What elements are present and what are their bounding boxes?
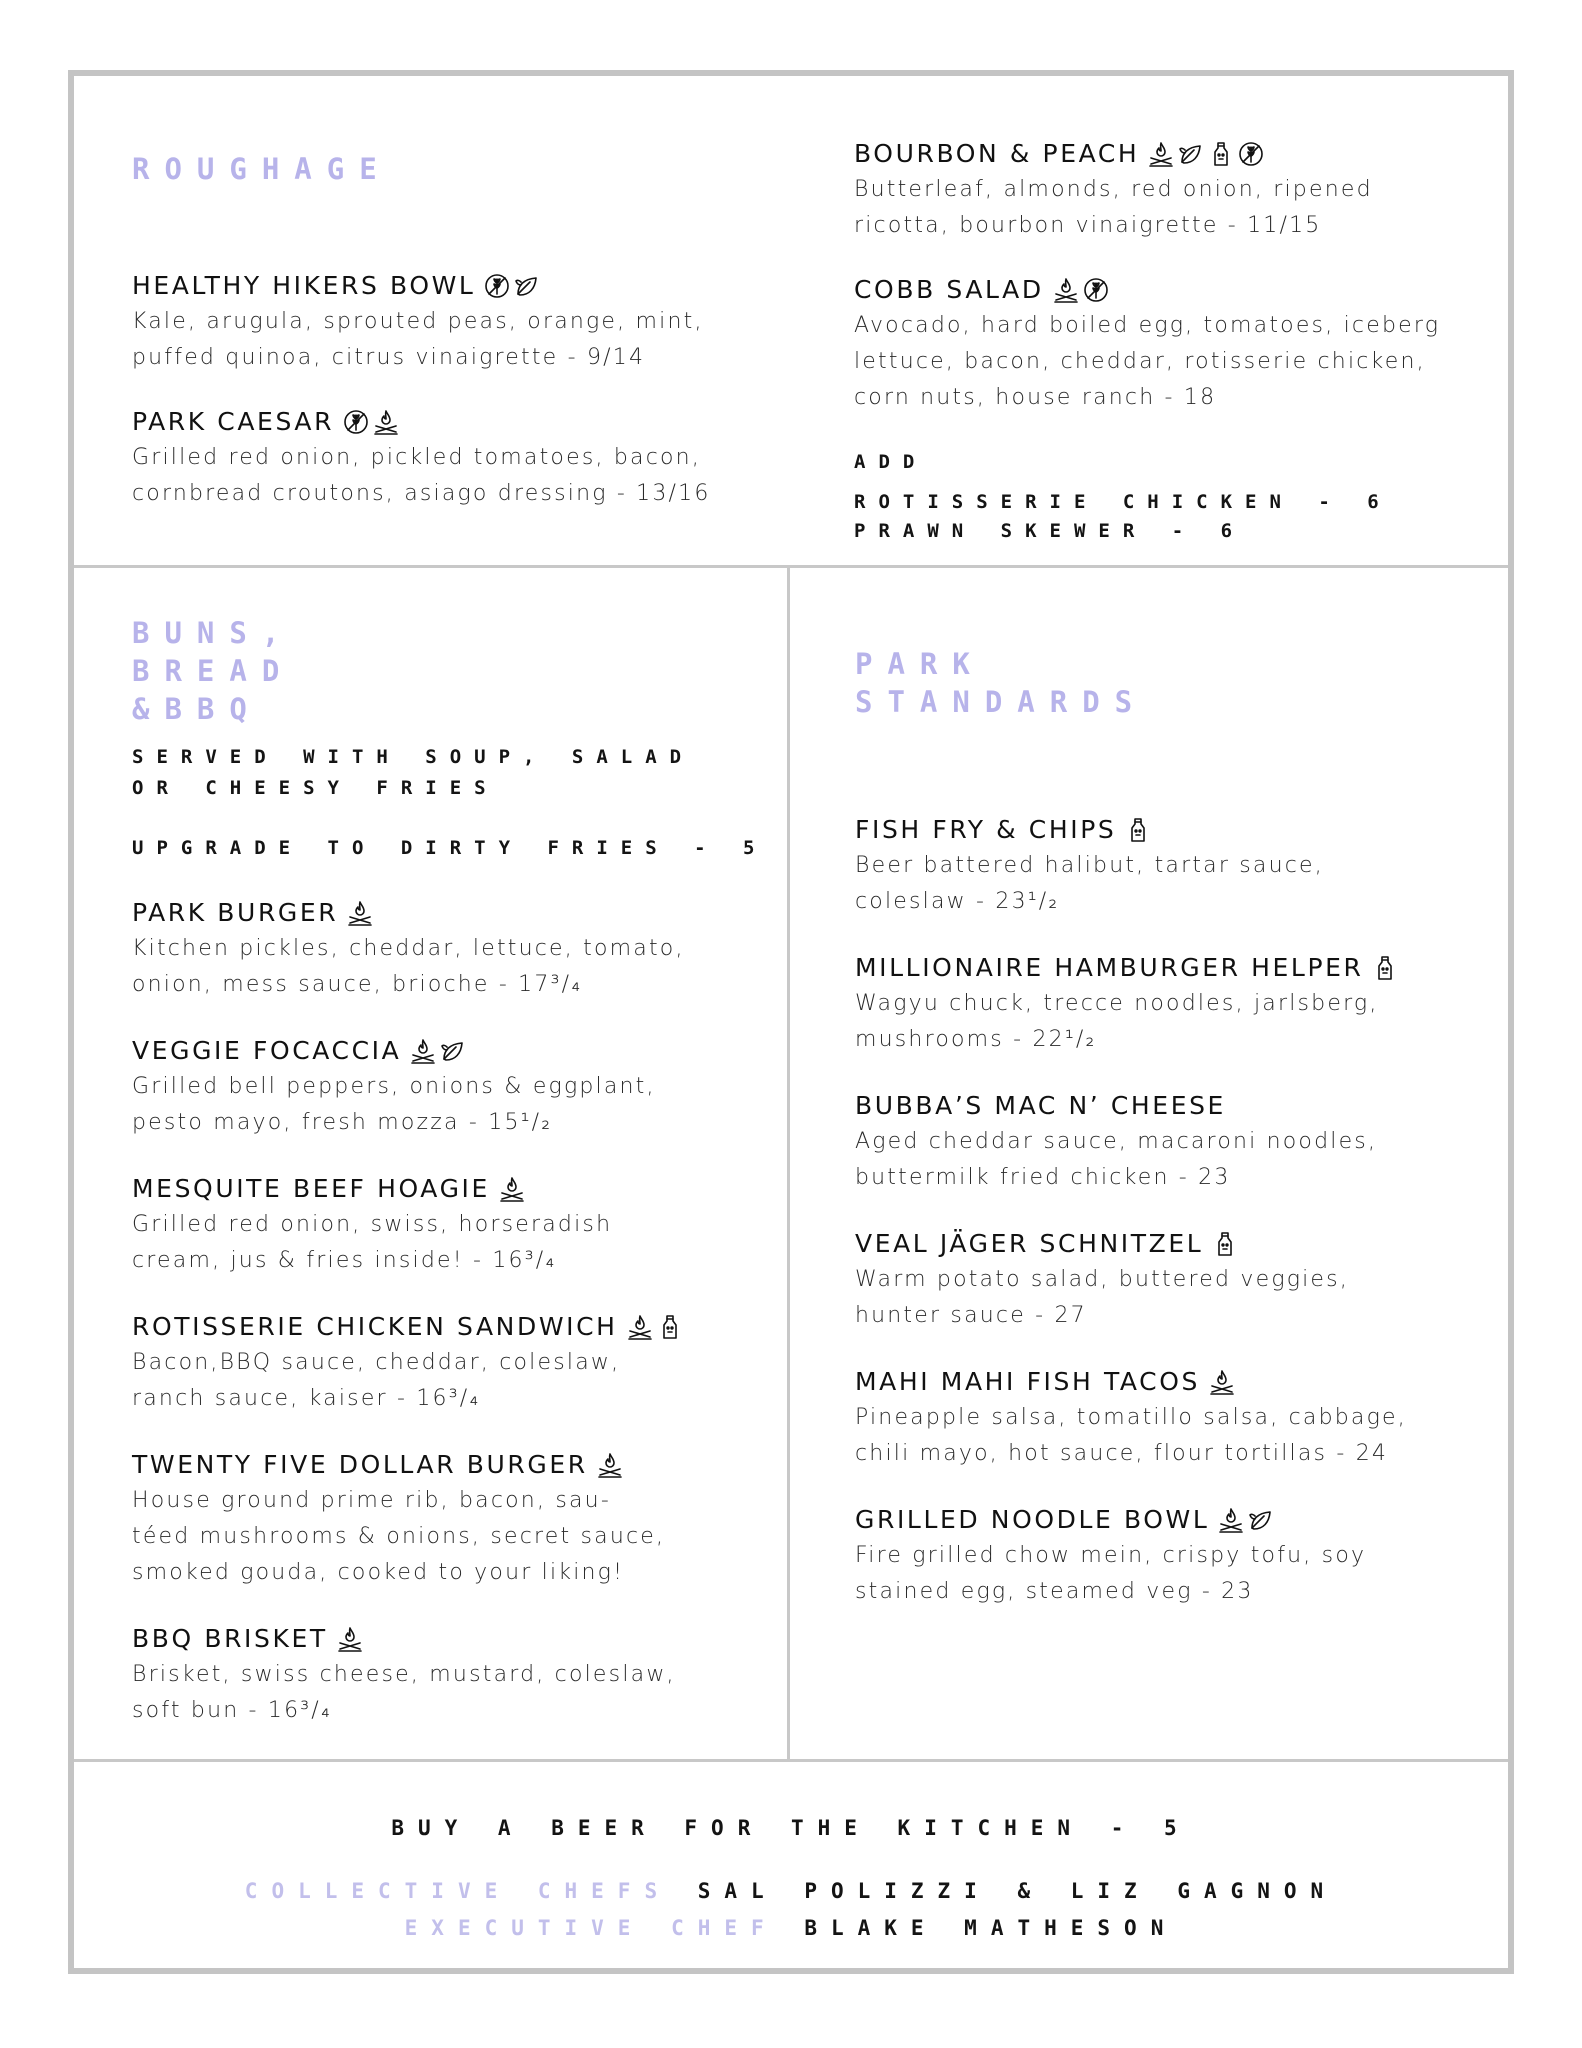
menu-item-title: VEAL JÄGER SCHNITZEL bbox=[855, 1229, 1204, 1258]
menu-item-title: BBQ BRISKET bbox=[132, 1624, 328, 1653]
menu-item-description: Grilled red onion, swiss, horseradish bbox=[132, 1212, 613, 1237]
vegetarian-icon bbox=[1247, 1506, 1275, 1534]
gluten-free-icon bbox=[483, 272, 511, 300]
menu-item-description: Grilled bell peppers, onions & eggplant, bbox=[132, 1074, 656, 1099]
menu-item bbox=[132, 268, 752, 376]
standards-items bbox=[855, 812, 1495, 1610]
menu-item-title: MILLIONAIRE HAMBURGER HELPER bbox=[855, 953, 1364, 982]
menu-item-description: soft bun - 16³/₄ bbox=[132, 1698, 332, 1723]
menu-item-icons bbox=[1147, 140, 1265, 168]
menu-item-description: smoked gouda, cooked to your liking! bbox=[132, 1560, 625, 1585]
menu-item bbox=[854, 272, 1474, 416]
menu-item-title: FISH FRY & CHIPS bbox=[855, 815, 1117, 844]
menu-item-description: chili mayo, hot sauce, flour tortillas - 24 bbox=[855, 1441, 1389, 1466]
menu-item-title: PARK BURGER bbox=[132, 898, 339, 927]
section-title-line: BREAD bbox=[132, 654, 295, 688]
menu-item-icons bbox=[483, 272, 541, 300]
section-title: ROUGHAGE bbox=[132, 152, 392, 186]
menu-item-icons bbox=[498, 1175, 526, 1203]
menu-item-title: BOURBON & PEACH bbox=[854, 139, 1140, 168]
menu-item-name bbox=[132, 1033, 772, 1069]
menu-item-name bbox=[132, 268, 752, 304]
menu-item-description: Pineapple salsa, tomatillo salsa, cabbage, bbox=[855, 1405, 1407, 1430]
menu-item-icons bbox=[346, 899, 374, 927]
menu-item-title: PARK CAESAR bbox=[132, 407, 335, 436]
fire-icon bbox=[372, 408, 400, 436]
menu-item-icons bbox=[342, 408, 400, 436]
menu-item-description: Wagyu chuck, trecce noodles, jarlsberg, bbox=[855, 991, 1379, 1016]
served-note: SERVED WITH SOUP, SALAD bbox=[132, 746, 695, 768]
section-title-line: STANDARDS bbox=[855, 685, 1148, 719]
menu-item-icons bbox=[1371, 954, 1399, 982]
menu-item bbox=[855, 1502, 1495, 1610]
menu-item-name bbox=[855, 1226, 1495, 1262]
divider-middle bbox=[787, 565, 790, 1760]
section-title-line: BUNS, bbox=[132, 616, 295, 650]
menu-item bbox=[132, 895, 772, 1003]
menu-item-icons bbox=[596, 1451, 624, 1479]
buns-title-block bbox=[132, 614, 294, 728]
roughage-right-column bbox=[854, 136, 1474, 416]
menu-item-description: buttermilk fried chicken - 23 bbox=[855, 1165, 1231, 1190]
menu-item-description: House ground prime rib, bacon, sau- bbox=[132, 1488, 611, 1513]
collective-chefs bbox=[0, 1876, 1582, 1906]
menu-item-description: Butterleaf, almonds, red onion, ripened bbox=[854, 177, 1373, 202]
menu-item-title: VEGGIE FOCACCIA bbox=[132, 1036, 402, 1065]
menu-item-name bbox=[132, 1447, 772, 1483]
vegetarian-icon bbox=[513, 272, 541, 300]
gluten-free-icon bbox=[1237, 140, 1265, 168]
menu-item bbox=[132, 1309, 772, 1417]
executive-chef-name: BLAKE MATHESON bbox=[804, 1916, 1178, 1940]
menu-item-description: onion, mess sauce, brioche - 17³/₄ bbox=[132, 972, 583, 997]
fire-icon bbox=[336, 1625, 364, 1653]
menu-item-description: Bacon,BBQ sauce, cheddar, coleslaw, bbox=[132, 1350, 621, 1375]
menu-item-description: coleslaw - 23¹/₂ bbox=[855, 889, 1060, 914]
menu-item-description: lettuce, bacon, cheddar, rotisserie chicken, bbox=[854, 349, 1426, 374]
add-item: ROTISSERIE CHICKEN - 6 bbox=[854, 491, 1392, 513]
buns-served-block bbox=[132, 742, 767, 864]
upgrade-note: UPGRADE TO DIRTY FRIES - 5 bbox=[132, 837, 768, 859]
menu-item-description: Warm potato salad, buttered veggies, bbox=[855, 1267, 1350, 1292]
menu-item-title: GRILLED NOODLE BOWL bbox=[855, 1505, 1210, 1534]
menu-item-description: Grilled red onion, pickled tomatoes, bacon, bbox=[132, 445, 702, 470]
menu-item-description: cornbread croutons, asiago dressing - 13/16 bbox=[132, 481, 711, 506]
executive-chef-label: EXECUTIVE CHEF bbox=[404, 1916, 778, 1940]
standards-title-block bbox=[855, 645, 1147, 721]
collective-chefs-label: COLLECTIVE CHEFS bbox=[244, 1879, 672, 1903]
menu-item-description: stained egg, steamed veg - 23 bbox=[855, 1579, 1254, 1604]
menu-item-name bbox=[132, 1171, 772, 1207]
menu-item-description: Kitchen pickles, cheddar, lettuce, tomato, bbox=[132, 936, 685, 961]
menu-item-icons bbox=[1052, 276, 1110, 304]
menu-item-name bbox=[854, 136, 1474, 172]
fire-icon bbox=[1052, 276, 1080, 304]
menu-item-name bbox=[132, 404, 752, 440]
fire-icon bbox=[346, 899, 374, 927]
gluten-free-icon bbox=[342, 408, 370, 436]
menu-item-title: MAHI MAHI FISH TACOS bbox=[855, 1367, 1200, 1396]
fire-icon bbox=[498, 1175, 526, 1203]
menu-item-icons bbox=[1208, 1368, 1236, 1396]
bottle-icon bbox=[1211, 1230, 1239, 1258]
menu-item-name bbox=[855, 950, 1495, 986]
menu-item bbox=[132, 1621, 772, 1729]
gluten-free-icon bbox=[1082, 276, 1110, 304]
menu-item-description: Fire grilled chow mein, crispy tofu, soy bbox=[855, 1543, 1367, 1568]
roughage-title-block bbox=[132, 150, 392, 188]
menu-item-name bbox=[855, 1364, 1495, 1400]
fire-icon bbox=[1147, 140, 1175, 168]
menu-item-icons bbox=[1211, 1230, 1239, 1258]
executive-chef bbox=[0, 1913, 1582, 1943]
menu-item-description: Beer battered halibut, tartar sauce, bbox=[855, 853, 1324, 878]
menu-item bbox=[855, 1088, 1495, 1196]
menu-item-title: ROTISSERIE CHICKEN SANDWICH bbox=[132, 1312, 618, 1341]
menu-item-name bbox=[132, 1621, 772, 1657]
menu-item bbox=[132, 404, 752, 512]
menu-item-title: MESQUITE BEEF HOAGIE bbox=[132, 1174, 490, 1203]
menu-item bbox=[132, 1033, 772, 1141]
menu-item bbox=[855, 950, 1495, 1058]
menu-item-description: puffed quinoa, citrus vinaigrette - 9/14 bbox=[132, 345, 646, 370]
menu-item-description: ricotta, bourbon vinaigrette - 11/15 bbox=[854, 213, 1322, 238]
menu-item-icons bbox=[1217, 1506, 1275, 1534]
bottle-icon bbox=[656, 1313, 684, 1341]
menu-item-description: corn nuts, house ranch - 18 bbox=[854, 385, 1217, 410]
bottle-icon bbox=[1207, 140, 1235, 168]
divider-bottom bbox=[74, 1759, 1508, 1762]
menu-item bbox=[132, 1447, 772, 1591]
menu-item-description: mushrooms - 22¹/₂ bbox=[855, 1027, 1097, 1052]
add-item: PRAWN SKEWER - 6 bbox=[854, 520, 1246, 542]
menu-item-title: COBB SALAD bbox=[854, 275, 1044, 304]
menu-item bbox=[132, 1171, 772, 1279]
menu-item-title: BUBBA’S MAC N’ CHEESE bbox=[855, 1091, 1226, 1120]
menu-item-description: ranch sauce, kaiser - 16³/₄ bbox=[132, 1386, 481, 1411]
bottle-icon bbox=[1371, 954, 1399, 982]
section-title-line: &BBQ bbox=[132, 692, 262, 726]
menu-item-description: cream, jus & fries inside! - 16³/₄ bbox=[132, 1248, 557, 1273]
menu-item bbox=[855, 1226, 1495, 1334]
menu-item-name bbox=[855, 1088, 1495, 1124]
beer-note: BUY A BEER FOR THE KITCHEN - 5 bbox=[391, 1816, 1191, 1840]
menu-item-description: Brisket, swiss cheese, mustard, coleslaw, bbox=[132, 1662, 676, 1687]
menu-item-description: pesto mayo, fresh mozza - 15¹/₂ bbox=[132, 1110, 553, 1135]
menu-item-icons bbox=[336, 1625, 364, 1653]
menu-item-name bbox=[855, 1502, 1495, 1538]
fire-icon bbox=[1208, 1368, 1236, 1396]
menu-item-name bbox=[132, 1309, 772, 1345]
fire-icon bbox=[1217, 1506, 1245, 1534]
menu-item bbox=[854, 136, 1474, 244]
vegetarian-icon bbox=[439, 1037, 467, 1065]
menu-item-name bbox=[854, 272, 1474, 308]
roughage-left-column bbox=[132, 268, 752, 512]
roughage-add-block bbox=[854, 447, 1392, 546]
add-label: ADD bbox=[854, 451, 928, 473]
served-note: OR CHEESY FRIES bbox=[132, 777, 499, 799]
menu-item-description: Avocado, hard boiled egg, tomatoes, iceberg bbox=[854, 313, 1441, 338]
menu-item-description: Kale, arugula, sprouted peas, orange, mint, bbox=[132, 309, 704, 334]
menu-item bbox=[855, 812, 1495, 920]
fire-icon bbox=[626, 1313, 654, 1341]
menu-item-name bbox=[132, 895, 772, 931]
fire-icon bbox=[596, 1451, 624, 1479]
fire-icon bbox=[409, 1037, 437, 1065]
section-title-line: PARK bbox=[855, 647, 985, 681]
menu-item-description: téed mushrooms & onions, secret sauce, bbox=[132, 1524, 666, 1549]
menu-item-title: TWENTY FIVE DOLLAR BURGER bbox=[132, 1450, 588, 1479]
vegetarian-icon bbox=[1177, 140, 1205, 168]
menu-item-icons bbox=[409, 1037, 467, 1065]
menu-item-icons bbox=[626, 1313, 684, 1341]
divider-top bbox=[74, 565, 1508, 568]
bottle-icon bbox=[1124, 816, 1152, 844]
menu-item-description: Aged cheddar sauce, macaroni noodles, bbox=[855, 1129, 1378, 1154]
menu-item-description: hunter sauce - 27 bbox=[855, 1303, 1087, 1328]
menu-item-title: HEALTHY HIKERS BOWL bbox=[132, 271, 476, 300]
buns-items bbox=[132, 895, 772, 1729]
menu-item-name bbox=[855, 812, 1495, 848]
collective-chefs-names: SAL POLIZZI & LIZ GAGNON bbox=[697, 1879, 1338, 1903]
menu-item-icons bbox=[1124, 816, 1152, 844]
menu-item bbox=[855, 1364, 1495, 1472]
